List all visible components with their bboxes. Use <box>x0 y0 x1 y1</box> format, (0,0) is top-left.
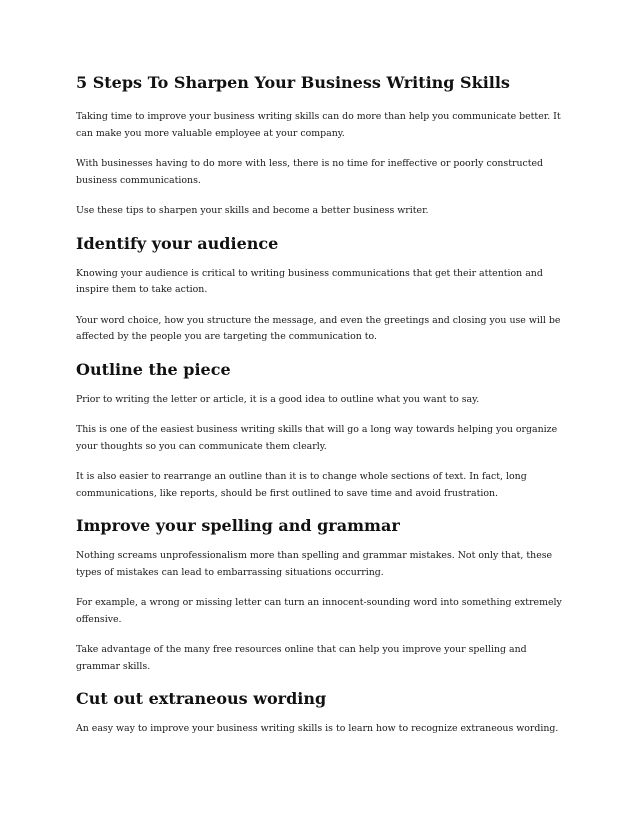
document-page <box>76 72 572 752</box>
section-paragraph: For example, a wrong or missing letter can turn an innocent-sounding word into something extremely offensive. <box>76 597 562 625</box>
intro-paragraph: Taking time to improve your business writing skills can do more than help you communicate better. It can make you more valuable employee at your company. <box>76 111 561 139</box>
section-paragraph: It is also easier to rearrange an outline than it is to change whole sections of text. In fact, long communications, like reports, should be first outlined to save time and avoid frustration. <box>76 471 527 499</box>
section-paragraph: Take advantage of the many free resources online that can help you improve your spelling and grammar skills. <box>76 644 527 672</box>
section-paragraph: An easy way to improve your business writing skills is to learn how to recognize extraneous wording. <box>76 723 559 734</box>
intro-paragraph: With businesses having to do more with less, there is no time for ineffective or poorly constructed business communications. <box>76 158 544 186</box>
section-paragraph: Knowing your audience is critical to writing business communications that get their attention and inspire them to take action. <box>76 267 543 295</box>
section-heading-identify-audience: Identify your audience <box>76 233 279 253</box>
section-heading-spelling-grammar: Improve your spelling and grammar <box>76 516 400 535</box>
section-paragraph: This is one of the easiest business writing skills that will go a long way towards helping you organize your thoughts so you can communicate them clearly. <box>76 424 558 452</box>
document-title: 5 Steps To Sharpen Your Business Writing Skills <box>76 73 510 92</box>
section-paragraph: Nothing screams unprofessionalism more than spelling and grammar mistakes. Not only that, these types of mistakes can lead to embarrassing situations occurring. <box>76 550 553 578</box>
intro-paragraph: Use these tips to sharpen your skills and become a better business writer. <box>76 205 429 216</box>
section-paragraph: Prior to writing the letter or article, it is a good idea to outline what you want to say. <box>76 393 480 405</box>
section-paragraph: Your word choice, how you structure the message, and even the greetings and closing you use will be affected by the people you are targeting the communication to. <box>76 314 561 342</box>
section-heading-outline-piece: Outline the piece <box>76 359 231 379</box>
section-heading-extraneous-wording: Cut out extraneous wording <box>76 689 327 708</box>
